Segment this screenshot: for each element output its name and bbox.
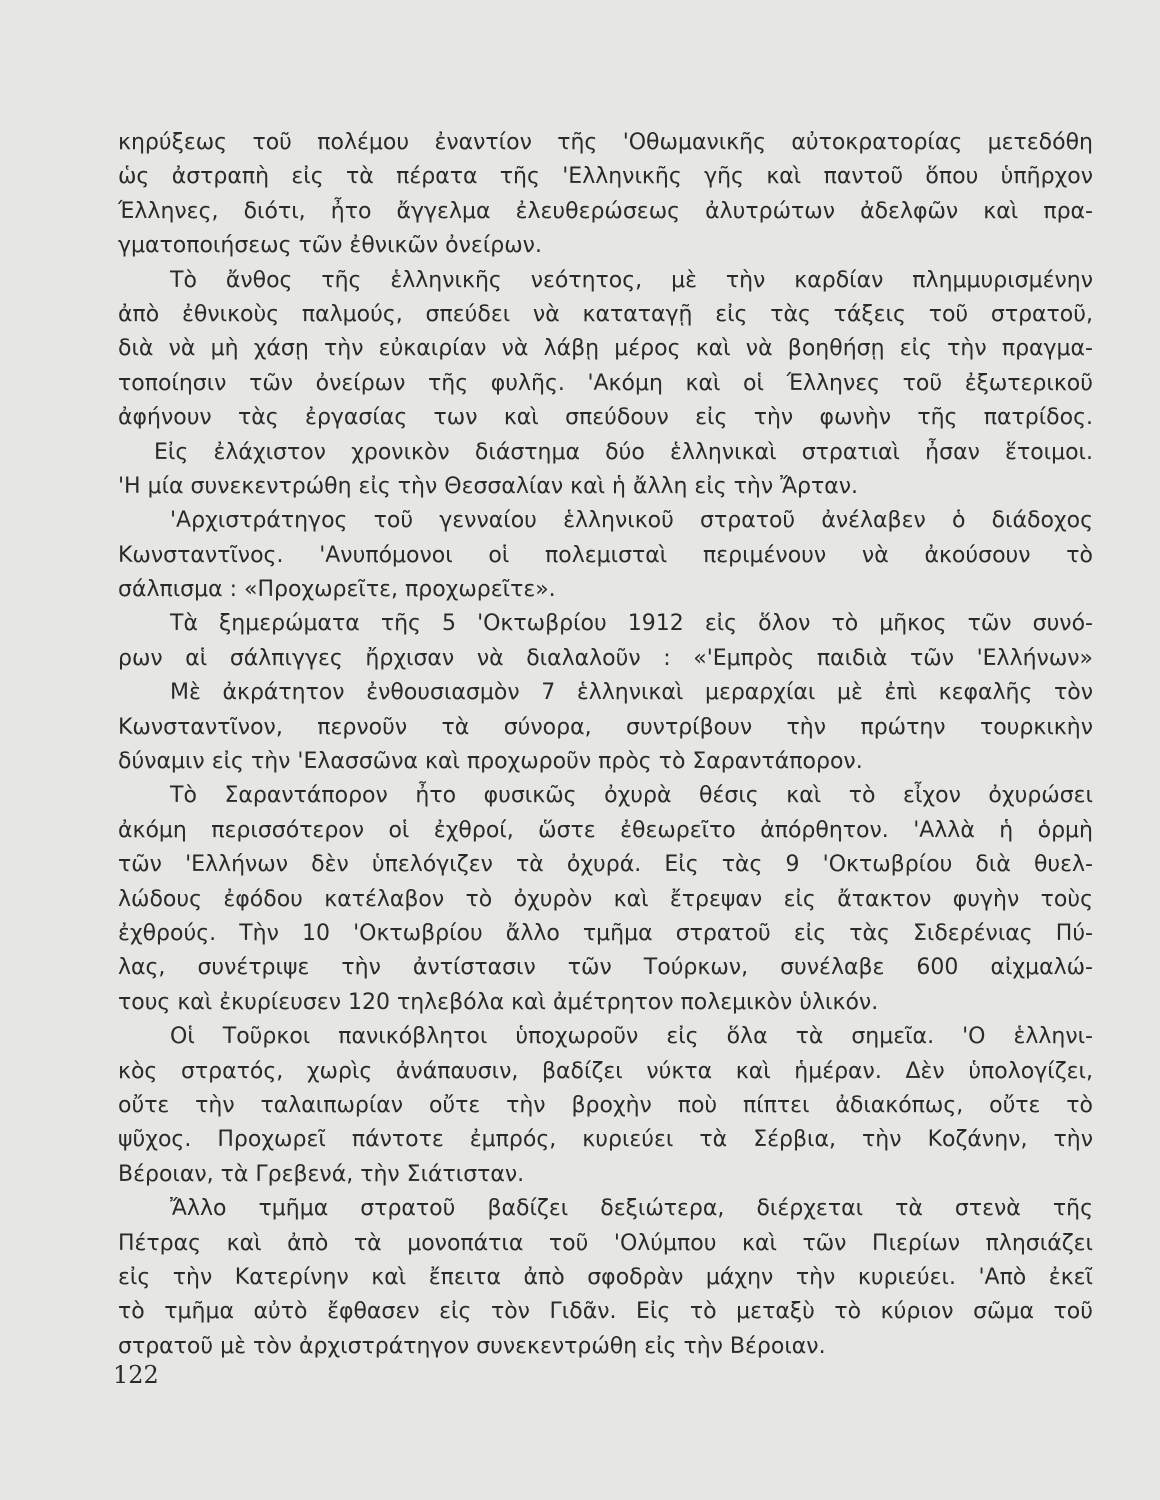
text-line: ὡς ἀστραπὴ εἰς τὰ πέρατα τῆς 'Ελληνικῆς γῆς καὶ παντοῦ ὅπου ὑπῆρχον [118,164,1093,190]
text-line: Έλληνες, διότι, ἦτο ἄγγελμα ἐλευθερώσεως ἀλυτρώτων ἀδελφῶν καὶ πρα- [118,198,1093,224]
text-line: ἀφήνουν τὰς ἐργασίας των καὶ σπεύδουν εἰς τὴν φωνὴν τῆς πατρίδος. [118,405,1093,431]
text-line: σάλπισμα : «Προχωρεῖτε, προχωρεῖτε». [118,577,556,603]
text-line: ψῦχος. Προχωρεῖ πάντοτε ἐμπρός, κυριεύει τὰ Σέρβια, τὴν Κοζάνην, τὴν [118,1127,1093,1153]
page-number: 122 [113,1361,159,1389]
text-line: οὔτε τὴν ταλαιπωρίαν οὔτε τὴν βροχὴν ποὺ πίπτει ἀδιακόπως, οὔτε τὸ [118,1092,1093,1118]
text-line: λας, συνέτριψε τὴν ἀντίστασιν τῶν Τούρκων, συνέλαβε 600 αἰχμαλώ- [118,955,1093,981]
text-line: τους καὶ ἐκυρίευσεν 120 τηλεβόλα καὶ ἀμέτρητον πολεμικὸν ὑλικόν. [118,989,879,1015]
text-line: κηρύξεως τοῦ πολέμου ἐναντίον τῆς 'Οθωμανικῆς αὐτοκρατορίας μετεδόθη [118,130,1093,155]
text-line: εἰς τὴν Κατερίνην καὶ ἔπειτα ἀπὸ σφοδρὰν μάχην τὴν κυριεύει. 'Απὸ ἐκεῖ [118,1264,1093,1290]
text-line: τῶν 'Ελλήνων δὲν ὑπελόγιζεν τὰ ὀχυρά. Εἰς τὰς 9 'Οκτωβρίου διὰ θυελ- [118,852,1093,878]
text-line: ἀπὸ ἐθνικοὺς παλμούς, σπεύδει νὰ καταταγῇ εἰς τὰς τάξεις τοῦ στρατοῦ, [118,301,1093,327]
text-line: 'Αρχιστράτηγος τοῦ γενναίου ἑλληνικοῦ στρατοῦ ἀνέλαβεν ὁ διάδοχος [170,508,1093,534]
text-line: Οἱ Τοῦρκοι πανικόβλητοι ὑποχωροῦν εἰς ὅλα τὰ σημεῖα. 'Ο ἑλληνι- [170,1024,1093,1050]
text-line: ἐχθρούς. Τὴν 10 'Οκτωβρίου ἄλλο τμῆμα στρατοῦ εἰς τὰς Σιδερένιας Πύ- [118,920,1093,946]
text-line: διὰ νὰ μὴ χάσῃ τὴν εὐκαιρίαν νὰ λάβῃ μέρος καὶ νὰ βοηθήσῃ εἰς τὴν πραγμα- [118,336,1093,362]
text-line: λώδους ἐφόδου κατέλαβον τὸ ὀχυρὸν καὶ ἔτρεψαν εἰς ἄτακτον φυγὴν τοὺς [118,886,1093,912]
text-line: κὸς στρατός, χωρὶς ἀνάπαυσιν, βαδίζει νύκτα καὶ ἡμέραν. Δὲν ὑπολογίζει, [118,1058,1093,1084]
text-line: δύναμιν εἰς τὴν 'Ελασσῶνα καὶ προχωροῦν πρὸς τὸ Σαραντάπορον. [118,749,863,775]
text-line: Ἄλλο τμῆμα στρατοῦ βαδίζει δεξιώτερα, διέρχεται τὰ στενὰ τῆς [170,1196,1093,1222]
text-line: τὸ τμῆμα αὐτὸ ἔφθασεν εἰς τὸν Γιδᾶν. Εἰς τὸ μεταξὺ τὸ κύριον σῶμα τοῦ [118,1299,1093,1325]
text-line: γματοποιήσεως τῶν ἐθνικῶν ὀνείρων. [118,233,542,259]
text-line: Κωνσταντῖνος. 'Ανυπόμονοι οἱ πολεμισταὶ περιμένουν νὰ ἀκούσουν τὸ [118,542,1093,568]
text-line: Μὲ ἀκράτητον ἐνθουσιασμὸν 7 ἑλληνικαὶ μεραρχίαι μὲ ἐπὶ κεφαλῆς τὸν [170,680,1093,706]
text-line: ἀκόμη περισσότερον οἱ ἐχθροί, ὥστε ἐθεωρεῖτο ἀπόρθητον. 'Αλλὰ ἡ ὁρμὴ [118,817,1093,843]
body-text [118,126,1093,1364]
text-line: τοποίησιν τῶν ὀνείρων τῆς φυλῆς. 'Ακόμη καὶ οἱ Έλληνες τοῦ ἐξωτερικοῦ [118,370,1093,396]
text-line: Πέτρας καὶ ἀπὸ τὰ μονοπάτια τοῦ 'Ολύμπου καὶ τῶν Πιερίων πλησιάζει [118,1230,1093,1256]
text-line: 'Η μία συνεκεντρώθη εἰς τὴν Θεσσαλίαν καὶ ἡ ἄλλη εἰς τὴν Ἄρταν. [118,473,859,499]
text-line: ρων αἱ σάλπιγγες ἤρχισαν νὰ διαλαλοῦν : «'Εμπρὸς παιδιὰ τῶν 'Ελλήνων» [118,645,1093,671]
text-line: Τὸ Σαραντάπορον ἦτο φυσικῶς ὀχυρὰ θέσις καὶ τὸ εἶχον ὀχυρώσει [170,783,1093,809]
text-line: Τὸ ἄνθος τῆς ἑλληνικῆς νεότητος, μὲ τὴν καρδίαν πλημμυρισμένην [170,267,1093,293]
text-line: Εἰς ἐλάχιστον χρονικὸν διάστημα δύο ἑλληνικαὶ στρατιαὶ ἦσαν ἕτοιμοι. [154,439,1093,465]
text-line: στρατοῦ μὲ τὸν ἀρχιστράτηγον συνεκεντρώθη εἰς τὴν Βέροιαν. [118,1333,826,1359]
text-line: Τὰ ξημερώματα τῆς 5 'Οκτωβρίου 1912 εἰς ὅλον τὸ μῆκος τῶν συνό- [170,611,1093,637]
text-line: Κωνσταντῖνον, περνοῦν τὰ σύνορα, συντρίβουν τὴν πρώτην τουρκικὴν [118,714,1093,740]
text-line: Βέροιαν, τὰ Γρεβενά, τὴν Σιάτισταν. [118,1161,525,1187]
